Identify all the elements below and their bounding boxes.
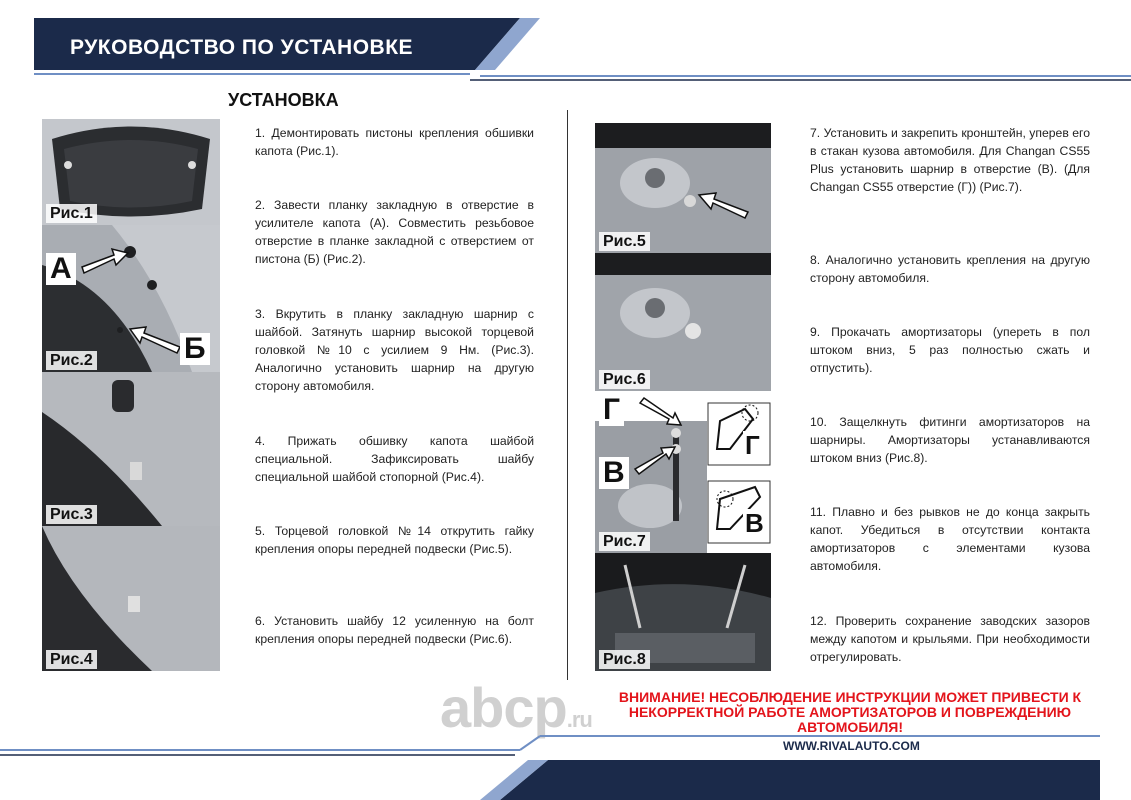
- inset-letter-v: В: [745, 508, 764, 538]
- watermark-suffix: .ru: [566, 707, 592, 732]
- figure-1-label: Рис.1: [46, 204, 97, 223]
- figure-3-photo: [42, 372, 220, 526]
- callout-letter-b: Б: [180, 333, 210, 365]
- callout-letter-v: В: [599, 457, 629, 489]
- page-title: РУКОВОДСТВО ПО УСТАНОВКЕ: [70, 36, 414, 59]
- warning-text: ВНИМАНИЕ! НЕСОБЛЮДЕНИЕ ИНСТРУКЦИИ МОЖЕТ ПРИВЕСТИ К НЕКОРРЕКТНОЙ РАБОТЕ АМОРТИЗАТОРОВ И ПОВРЕЖДЕНИЮ АВТОМОБИЛЯ!: [618, 689, 1082, 735]
- step-2: 2. Завести планку закладную в отверстие в усилителе капота (А). Совместить резьбовое отверстие в планке закладной с отверстием от пистона (Б) (Рис.2).: [255, 198, 534, 266]
- figure-7-label: Рис.7: [599, 532, 650, 551]
- callout-letter-a: А: [46, 253, 76, 285]
- step-3: 3. Вкрутить в планку закладную шарнир с шайбой. Затянуть шарнир высокой торцевой головкой №10 с усилием 9 Нм. (Рис.3). Аналогично установить шарнир на другую сторону автомобиля.: [255, 307, 534, 393]
- step-5: 5. Торцевой головкой №14 открутить гайку крепления опоры передней подвески (Рис.5).: [255, 524, 534, 556]
- figure-7-photo: [595, 391, 771, 553]
- figure-2-label: Рис.2: [46, 351, 97, 370]
- step-1: 1. Демонтировать пистоны крепления обшивки капота (Рис.1).: [255, 126, 534, 158]
- step-9: 9. Прокачать амортизаторы (упереть в пол штоком вниз, 5 раз полностью сжать и отпустить).: [810, 325, 1090, 375]
- figure-8-photo: [595, 553, 771, 671]
- step-4: 4. Прижать обшивку капота шайбой специальной. Зафиксировать шайбу специальной шайбой стопорной (Рис.4).: [255, 434, 534, 484]
- inset-letter-g: Г: [745, 430, 760, 460]
- callout-letter-g: Г: [599, 394, 624, 426]
- figure-6-label: Рис.6: [599, 370, 650, 389]
- website-link[interactable]: WWW.RIVALAUTO.COM: [783, 739, 920, 753]
- section-title: УСТАНОВКА: [228, 90, 339, 110]
- step-10: 10. Защелкнуть фитинги амортизаторов на шарниры. Амортизаторы устанавливаются штоком вниз (Рис.8).: [810, 415, 1090, 465]
- figure-4-photo: [42, 526, 220, 671]
- figure-1-photo: [42, 119, 220, 225]
- figure-4-label: Рис.4: [46, 650, 97, 669]
- step-11: 11. Плавно и без рывков не до конца закрыть капот. Убедиться в отсутствии контакта амортизаторов с элементами кузова автомобиля.: [810, 505, 1090, 573]
- step-6: 6. Установить шайбу 12 усиленную на болт крепления опоры передней подвески (Рис.6).: [255, 614, 534, 646]
- step-8: 8. Аналогично установить крепления на другую сторону автомобиля.: [810, 253, 1090, 285]
- column-divider: [567, 110, 568, 680]
- footer-banner: [0, 728, 1131, 800]
- hinge-installed-image: [42, 372, 220, 526]
- figure-8-label: Рис.8: [599, 650, 650, 669]
- step-7: 7. Установить и закрепить кронштейн, уперев его в стакан кузова автомобиля. Для Changan CS55 Plus установить шарнир в отверстие (В). (Для Changan CS55 отверстие (Г)) (Рис.7).: [810, 126, 1090, 194]
- figure-5-label: Рис.5: [599, 232, 650, 251]
- figure-5-photo: [595, 123, 771, 253]
- figure-3-label: Рис.3: [46, 505, 97, 524]
- watermark-main: abcp: [440, 676, 567, 739]
- figure-6-photo: [595, 253, 771, 391]
- step-12: 12. Проверить сохранение заводских зазоров между капотом и крыльями. При необходимости отрегулировать.: [810, 614, 1090, 664]
- figure-2-photo: [42, 225, 220, 372]
